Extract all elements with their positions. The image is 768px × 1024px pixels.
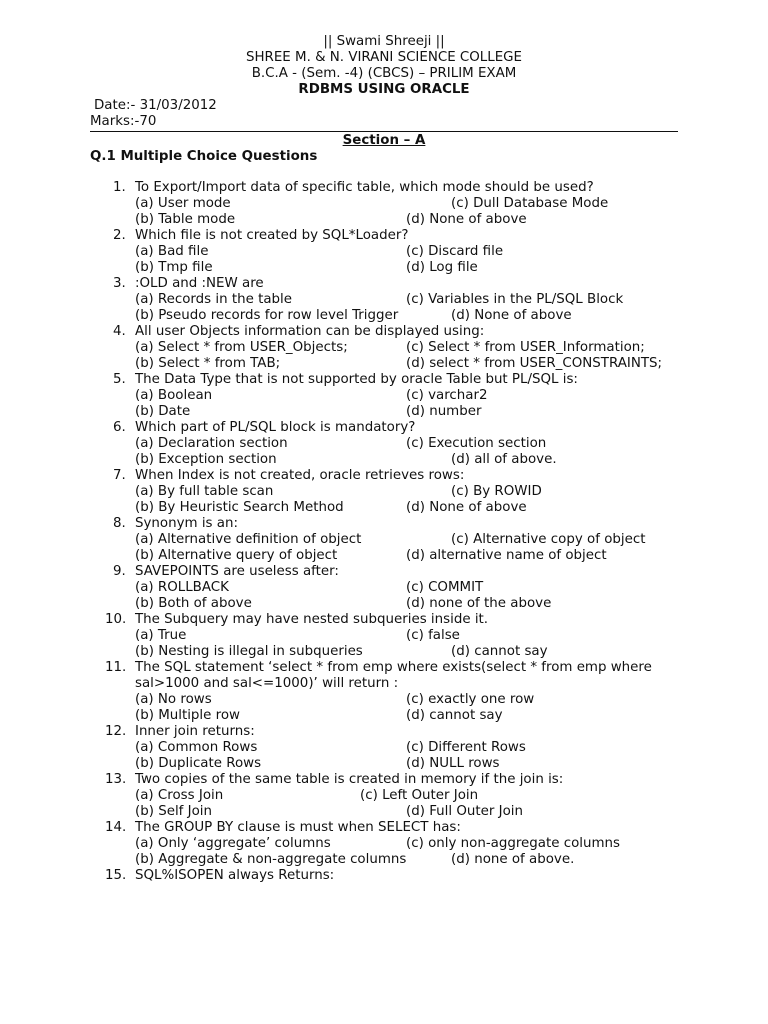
- option-b: (b) Alternative query of object: [135, 548, 338, 563]
- option-row: [110, 788, 710, 804]
- question-11: [105, 660, 710, 676]
- question-number: 10.: [105, 612, 127, 627]
- option-row: [110, 212, 710, 228]
- option-d: (d) all of above.: [451, 452, 557, 467]
- option-d: (d) cannot say: [406, 708, 503, 723]
- option-row: [110, 340, 710, 356]
- question-9: [110, 564, 710, 580]
- option-a: (a) Select * from USER_Objects;: [135, 340, 348, 355]
- question-5: [110, 372, 710, 388]
- option-a: (a) Only ‘aggregate’ columns: [135, 836, 331, 851]
- option-row: [110, 532, 710, 548]
- option-c: (c) Select * from USER_Information;: [406, 340, 645, 355]
- question-text-continued: sal>1000 and sal<=1000)’ will return :: [135, 676, 399, 691]
- option-row: [110, 628, 710, 644]
- question-7: [110, 468, 710, 484]
- question-number: 9.: [113, 564, 126, 579]
- option-d: (d) none of above.: [451, 852, 575, 867]
- option-d: (d) select * from USER_CONSTRAINTS;: [406, 356, 663, 371]
- question-number: 3.: [113, 276, 126, 291]
- option-a: (a) Cross Join: [135, 788, 224, 803]
- question-text: Inner join returns:: [135, 724, 255, 739]
- option-b: (b) Multiple row: [135, 708, 241, 723]
- question-list: [105, 180, 710, 884]
- option-row: [110, 740, 710, 756]
- question-4: [110, 324, 710, 340]
- option-a: (a) Declaration section: [135, 436, 288, 451]
- question-3: [110, 276, 710, 292]
- question-text: The GROUP BY clause is must when SELECT has:: [135, 820, 461, 835]
- question-text: To Export/Import data of specific table, which mode should be used?: [135, 180, 594, 195]
- option-a: (a) Boolean: [135, 388, 213, 403]
- option-c: (c) By ROWID: [451, 484, 542, 499]
- question-number: 5.: [113, 372, 126, 387]
- question-8: [110, 516, 710, 532]
- option-c: (c) Execution section: [406, 436, 547, 451]
- option-b: (b) Tmp file: [135, 260, 213, 275]
- option-b: (b) Select * from TAB;: [135, 356, 281, 371]
- option-c: (c) varchar2: [406, 388, 488, 403]
- question-number: 7.: [113, 468, 126, 483]
- option-d: (d) NULL rows: [406, 756, 500, 771]
- question-text: Two copies of the same table is created in memory if the join is:: [135, 772, 564, 787]
- option-row: [110, 756, 710, 772]
- option-d: (d) None of above: [451, 308, 572, 323]
- question-text: The SQL statement ‘select * from emp where exists(select * from emp where: [135, 660, 652, 675]
- question-text: Which file is not created by SQL*Loader?: [135, 228, 409, 243]
- option-b: (b) Both of above: [135, 596, 252, 611]
- question-number: 12.: [105, 724, 127, 739]
- question-1: [110, 180, 710, 196]
- option-b: (b) Aggregate & non-aggregate columns: [135, 852, 407, 867]
- question-number: 4.: [113, 324, 126, 339]
- question-2: [110, 228, 710, 244]
- option-b: (b) Nesting is illegal in subqueries: [135, 644, 363, 659]
- question-11-continuation: [110, 676, 710, 692]
- subject-title: RDBMS USING ORACLE: [298, 82, 470, 97]
- question-text: :OLD and :NEW are: [135, 276, 264, 291]
- option-row: [110, 548, 710, 564]
- option-c: (c) Left Outer Join: [360, 788, 479, 803]
- option-d: (d) None of above: [406, 212, 527, 227]
- option-c: (c) Dull Database Mode: [451, 196, 609, 211]
- question-13: [105, 772, 710, 788]
- question-6: [110, 420, 710, 436]
- option-row: [110, 836, 710, 852]
- question-heading: Q.1 Multiple Choice Questions: [90, 149, 318, 164]
- option-row: [110, 196, 710, 212]
- question-15: [105, 868, 710, 884]
- option-row: [110, 708, 710, 724]
- option-b: (b) Exception section: [135, 452, 277, 467]
- option-c: (c) Different Rows: [406, 740, 526, 755]
- option-d: (d) none of the above: [406, 596, 552, 611]
- question-14: [105, 820, 710, 836]
- option-row: [110, 692, 710, 708]
- option-c: (c) exactly one row: [406, 692, 535, 707]
- question-number: 6.: [113, 420, 126, 435]
- option-row: [110, 356, 710, 372]
- option-d: (d) alternative name of object: [406, 548, 607, 563]
- option-row: [110, 500, 710, 516]
- option-row: [110, 484, 710, 500]
- option-b: (b) Self Join: [135, 804, 212, 819]
- option-b: (b) Duplicate Rows: [135, 756, 262, 771]
- question-number: 2.: [113, 228, 126, 243]
- question-number: 8.: [113, 516, 126, 531]
- question-text: The Data Type that is not supported by oracle Table but PL/SQL is:: [135, 372, 578, 387]
- option-row: [110, 852, 710, 868]
- option-b: (b) Date: [135, 404, 191, 419]
- option-row: [110, 436, 710, 452]
- option-row: [110, 804, 710, 820]
- option-row: [110, 260, 710, 276]
- option-a: (a) Common Rows: [135, 740, 258, 755]
- option-d: (d) None of above: [406, 500, 527, 515]
- option-a: (a) ROLLBACK: [135, 580, 229, 595]
- option-a: (a) No rows: [135, 692, 212, 707]
- option-d: (d) cannot say: [451, 644, 548, 659]
- question-number: 1.: [113, 180, 126, 195]
- question-text: SAVEPOINTS are useless after:: [135, 564, 339, 579]
- option-row: [110, 580, 710, 596]
- option-row: [110, 244, 710, 260]
- option-row: [110, 388, 710, 404]
- option-c: (c) COMMIT: [406, 580, 484, 595]
- option-c: (c) Variables in the PL/SQL Block: [406, 292, 624, 307]
- invocation-line: || Swami Shreeji ||: [323, 34, 445, 49]
- option-row: [110, 404, 710, 420]
- exam-date: Date:- 31/03/2012: [94, 98, 217, 113]
- option-d: (d) Log file: [406, 260, 478, 275]
- header-divider: [90, 131, 678, 132]
- option-a: (a) Alternative definition of object: [135, 532, 362, 547]
- option-a: (a) Records in the table: [135, 292, 293, 307]
- option-a: (a) Bad file: [135, 244, 209, 259]
- section-title: Section – A: [342, 133, 426, 148]
- question-number: 15.: [105, 868, 127, 883]
- option-c: (c) Discard file: [406, 244, 504, 259]
- question-text: Which part of PL/SQL block is mandatory?: [135, 420, 416, 435]
- college-name: SHREE M. & N. VIRANI SCIENCE COLLEGE: [245, 50, 523, 65]
- question-12: [105, 724, 710, 740]
- question-text: When Index is not created, oracle retrieves rows:: [135, 468, 465, 483]
- option-c: (c) Alternative copy of object: [451, 532, 646, 547]
- option-d: (d) number: [406, 404, 482, 419]
- option-a: (a) User mode: [135, 196, 231, 211]
- option-row: [110, 308, 710, 324]
- question-text: SQL%ISOPEN always Returns:: [135, 868, 335, 883]
- question-number: 14.: [105, 820, 127, 835]
- option-b: (b) Pseudo records for row level Trigger: [135, 308, 399, 323]
- exam-marks: Marks:-70: [90, 114, 157, 129]
- question-number: 13.: [105, 772, 127, 787]
- option-a: (a) By full table scan: [135, 484, 274, 499]
- option-b: (b) By Heuristic Search Method: [135, 500, 344, 515]
- question-text: The Subquery may have nested subqueries inside it.: [135, 612, 489, 627]
- question-text: All user Objects information can be displayed using:: [135, 324, 485, 339]
- question-10: [105, 612, 710, 628]
- option-row: [110, 596, 710, 612]
- option-row: [110, 644, 710, 660]
- question-number: 11.: [105, 660, 127, 675]
- question-text: Synonym is an:: [135, 516, 238, 531]
- option-c: (c) only non-aggregate columns: [406, 836, 621, 851]
- option-row: [110, 452, 710, 468]
- option-row: [110, 292, 710, 308]
- option-d: (d) Full Outer Join: [406, 804, 523, 819]
- exam-title: B.C.A - (Sem. -4) (CBCS) – PRILIM EXAM: [251, 66, 517, 81]
- option-c: (c) false: [406, 628, 460, 643]
- option-a: (a) True: [135, 628, 187, 643]
- option-b: (b) Table mode: [135, 212, 236, 227]
